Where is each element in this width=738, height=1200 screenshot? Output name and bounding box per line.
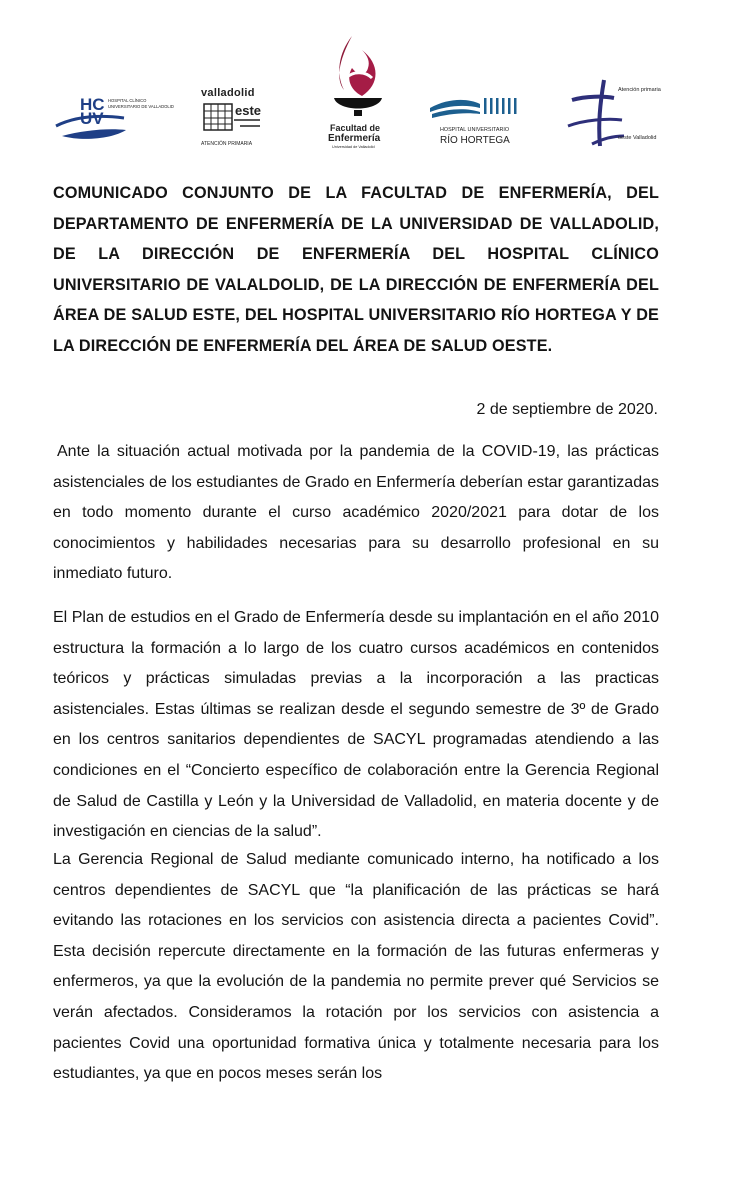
facultad-enfermeria-logo <box>322 32 394 156</box>
oeste-top-text: Atención primaria <box>618 87 661 93</box>
document-date: 2 de septiembre de 2020. <box>476 401 658 418</box>
valladolid-este-logo <box>198 86 268 152</box>
hospital-stripes-icon <box>428 94 524 124</box>
hcuv-letters-top: HC <box>80 95 105 114</box>
valladolid-este-line1: valladolid <box>201 87 255 99</box>
valladolid-este-caption: ATENCIÓN PRIMARIA <box>201 141 253 147</box>
hcuv-logo <box>54 92 179 144</box>
facultad-name-line2: Enfermería <box>328 133 381 144</box>
paragraph: El Plan de estudios en el Grado de Enfermería desde su implantación en el año 2010 estructura la formación a lo largo de los cuatro cursos académicos en contenidos teóricos y prácticas simuladas previas a la incorporación a las practicas asistenciales. Estas últimas se realizan desde el segundo semestre de 3º de Grado en los centros sanitarios dependientes de SACYL programadas atendiendo a las condiciones en el “Concierto específico de colaboración entre la Gerencia Regional de Salud de Castilla y León y la Universidad de Valladolid, en materia docente y de investigación en ciencias de la salud”. <box>53 609 659 841</box>
rio-hortega-logo <box>428 94 524 150</box>
paragraph: Ante la situación actual motivada por la pandemia de la COVID-19, las prácticas asistenciales de los estudiantes de Grado en Enfermería deberían estar garantizadas en todo momento durante el curso académico 2020/2021 para dotar de los conocimientos y habilidades necesarias para su desarrollo profesional en su inmediato futuro. <box>53 443 659 583</box>
oeste-bottom-text: oeste Valladolid <box>618 135 657 141</box>
valladolid-este-line2: este <box>235 103 262 118</box>
document-title: COMUNICADO CONJUNTO DE LA FACULTAD DE ENFERMERÍA, DEL DEPARTAMENTO DE ENFERMERÍA DE LA UNIVERSIDAD DE VALLADOLID, DE LA DIRECCIÓN DE ENFERMERÍA DEL HOSPITAL CLÍNICO UNIVERSITARIO DE VALALDOLID, DE LA DIRECCIÓN DE ENFERMERÍA DEL ÁREA DE SALUD ESTE, DEL HOSPITAL UNIVERSITARIO RÍO HORTEGA Y DE LA DIRECCIÓN DE ENFERMERÍA DEL ÁREA DE SALUD OESTE. <box>53 184 659 355</box>
paragraph: La Gerencia Regional de Salud mediante comunicado interno, ha notificado a los centros dependientes de SACYL que “la planificación de las prácticas se hará evitando las rotaciones en los servicios con asistencia directa a pacientes Covid”. Esta decisión repercute directamente en la formación de las futuras enfermeras y enfermeros, ya que la evolución de la pandemia no permite prever qué Servicios se verán afectados. Consideramos la rotación por los servicios con asistencia a pacientes Covid una oportunidad formativa única y totalmente necesaria para los estudiantes, ya que en pocos meses serán los <box>53 851 659 1083</box>
facultad-name-line1: Facultad de <box>330 123 381 133</box>
hcuv-letters-bottom: UV <box>80 109 104 128</box>
oeste-logo <box>560 74 676 158</box>
hcuv-caption: HOSPITAL CLÍNICO UNIVERSITARIO DE VALLADOLID <box>108 98 174 109</box>
rio-hortega-line2: RÍO HORTEGA <box>440 135 510 146</box>
facultad-subtitle: Universidad de Valladolid <box>332 145 375 149</box>
rio-hortega-line1: HOSPITAL UNIVERSITARIO <box>440 127 510 133</box>
